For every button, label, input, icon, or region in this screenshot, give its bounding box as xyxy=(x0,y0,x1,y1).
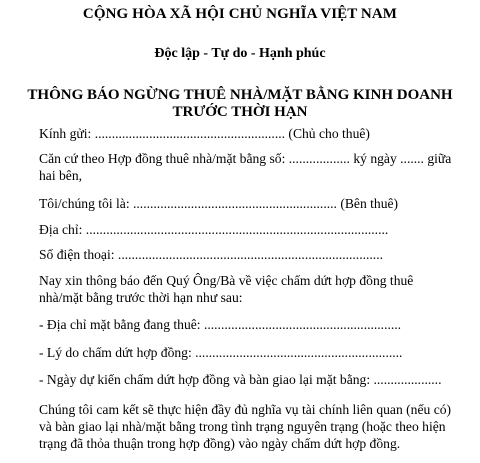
document-title-line-1: THÔNG BÁO NGỪNG THUÊ NHÀ/MẶT BẰNG KINH DOANH xyxy=(27,87,453,103)
handover-date-line: - Ngày dự kiến chấm dứt hợp đồng và bàn giao lại mặt bằng: .................... xyxy=(39,372,442,387)
contract-basis-line-1: Căn cứ theo Hợp đồng thuê nhà/mặt bằng số: .................. ký ngày ....... giữa xyxy=(39,151,452,166)
premises-address-line: - Địa chỉ mặt bằng đang thuê: .......................................................... xyxy=(39,317,402,332)
address-line: Địa chỉ: ......................................................................................... xyxy=(39,222,389,237)
recipient-line: Kính gửi: ........................................................ (Chủ cho thuê) xyxy=(39,126,370,141)
commitment-line-2: và bàn giao lại nhà/mặt bằng trong tình trạng nguyên trạng (hoặc theo hiện xyxy=(39,419,446,434)
tenant-line: Tôi/chúng tôi là: ............................................................ (Bên thuê) xyxy=(39,196,399,211)
document-title-line-2: TRƯỚC THỜI HẠN xyxy=(172,104,308,120)
notice-line-1: Nay xin thông báo đến Quý Ông/Bà về việc chấm dứt hợp đồng thuê xyxy=(39,273,414,288)
national-motto: Độc lập - Tự do - Hạnh phúc xyxy=(154,46,326,61)
phone-line: Số điện thoại: .............................................................................. xyxy=(39,247,383,262)
contract-basis-line-2: hai bên, xyxy=(39,168,83,183)
notice-line-2: nhà/mặt bằng trước thời hạn như sau: xyxy=(39,290,243,305)
national-title: CỘNG HÒA XÃ HỘI CHỦ NGHĨA VIỆT NAM xyxy=(82,6,398,22)
commitment-line-3: trạng đã thỏa thuận trong hợp đồng) vào ngày chấm dứt hợp đồng. xyxy=(39,436,401,451)
commitment-line-1: Chúng tôi cam kết sẽ thực hiện đầy đủ nghĩa vụ tài chính liên quan (nếu có) xyxy=(39,402,452,417)
termination-reason-line: - Lý do chấm dứt hợp đồng: ............................................................. xyxy=(39,345,403,360)
